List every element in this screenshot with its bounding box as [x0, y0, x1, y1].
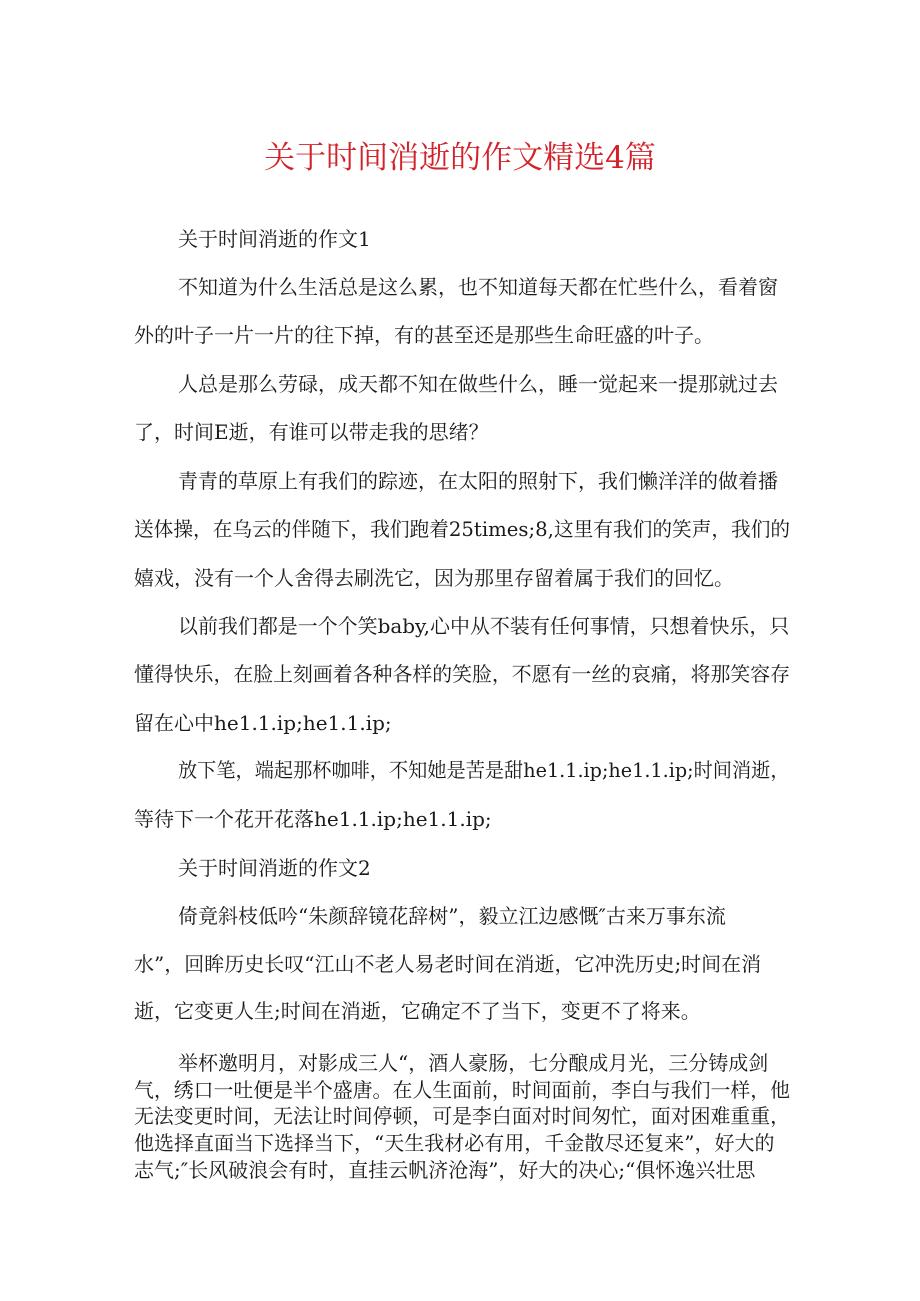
section-heading: 关于时间消逝的作文2 — [178, 856, 371, 880]
paragraph-line: 逝，它变更人生;时间在消逝，它确定不了当下，变更不了将来。 — [134, 999, 701, 1023]
paragraph-line: 嬉戏，没有一个人舍得去刷洗它，因为那里存留着属于我们的回忆。 — [134, 566, 734, 590]
paragraph-line: 以前我们都是一个个笑baby,心中从不装有任何事情，只想着快乐，只 — [178, 614, 790, 638]
paragraph-line: 举杯邀明月，对影成三人“，酒人豪肠，七分酿成月光，三分铸成剑 — [178, 1051, 769, 1075]
paragraph-line: 送体操，在乌云的伴随下，我们跑着25times;8,这里有我们的笑声，我们的 — [134, 517, 791, 541]
paragraph-line: 志气;″长风破浪会有时，直挂云帆济沧海”，好大的决心;“俱怀逸兴壮思 — [134, 1158, 756, 1182]
document-title: 关于时间消逝的作文精选4篇 — [264, 140, 656, 176]
paragraph-line: 青青的草原上有我们的踪迹，在太阳的照射下，我们懒洋洋的做着播 — [178, 469, 778, 493]
paragraph-line: 了，时间E逝，有谁可以带走我的思绪？ — [134, 420, 489, 444]
paragraph-line: 留在心中he1.1.ip;he1.1.ip; — [134, 711, 392, 735]
section-heading: 关于时间消逝的作文1 — [178, 227, 371, 251]
paragraph-line: 不知道为什么生活总是这么累，也不知道每天都在忙些什么，看着窗 — [178, 275, 778, 299]
paragraph-line: 气，绣口一吐便是半个盛唐。在人生面前，时间面前，李白与我们一样，他 — [134, 1078, 791, 1102]
paragraph-line: 人总是那么劳碌，成天都不知在做些什么，睡一觉起来一提那就过去 — [178, 372, 778, 396]
paragraph-line: 无法变更时间，无法让时间停顿，可是李白面对时间匆忙，面对困难重重， — [134, 1104, 791, 1128]
paragraph-line: 外的叶子一片一片的往下掉，有的甚至还是那些生命旺盛的叶子。 — [134, 323, 714, 347]
paragraph-line: 水”，回眸历史长叹“江山不老人易老时间在消逝，它冲洗历史;时间在消 — [134, 952, 762, 976]
paragraph-line: 放下笔，端起那杯咖啡，不知她是苦是甜he1.1.ip;he1.1.ip;时间消逝， — [178, 758, 790, 782]
paragraph-line: 等待下一个花开花落he1.1.ip;he1.1.ip; — [134, 807, 492, 831]
paragraph-line: 他选择直面当下选择当下，“天生我材必有用，千金散尽还复来”，好大的 — [134, 1131, 775, 1155]
paragraph-line: 倚竟斜枝低吟“朱颜辞镜花辞树”，毅立江边感慨″古来万事东流 — [178, 904, 726, 928]
paragraph-line: 懂得快乐，在脸上刻画着各种各样的笑脸，不愿有一丝的哀痛，将那笑容存 — [134, 662, 791, 686]
